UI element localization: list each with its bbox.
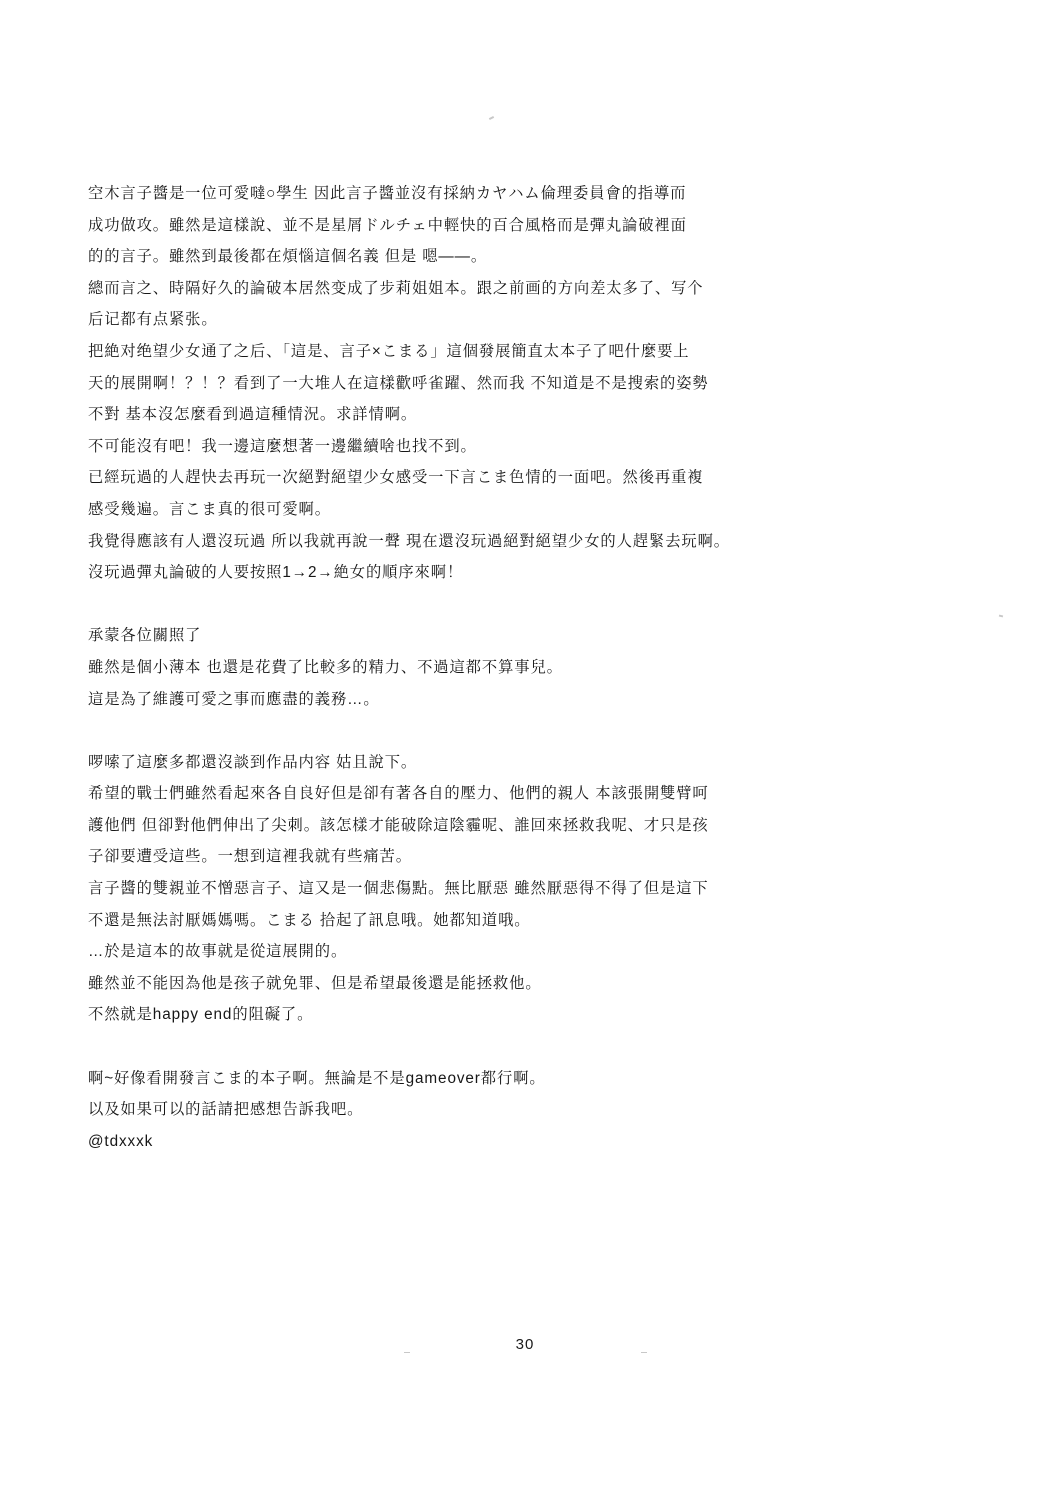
text-line-blank — [88, 589, 848, 621]
text-line: 總而言之、時隔好久的論破本居然变成了步莉姐姐本。跟之前画的方向差太多了、写个 — [88, 279, 704, 297]
text-line: 不可能沒有吧！我一邊這麼想著一邊繼續啥也找不到。 — [88, 437, 477, 455]
text-line: 以及如果可以的話請把感想告訴我吧。 — [88, 1101, 364, 1119]
text-line: 希望的戰士們雖然看起來各自良好但是卻有著各自的壓力、他們的親人 本該張開雙臂呵 — [88, 785, 709, 803]
afterword-text-block — [88, 178, 848, 1157]
scan-speck — [999, 615, 1003, 618]
text-line-handle: @tdxxxk — [88, 1132, 154, 1150]
page-number: 30 — [515, 1336, 535, 1353]
text-line-blank — [88, 715, 848, 747]
text-line: 不對 基本沒怎麼看到過這種情況。求詳情啊。 — [88, 406, 418, 424]
text-line: 這是為了維護可愛之事而應盡的義務…。 — [88, 690, 380, 708]
text-line: 已經玩過的人趕快去再玩一次絕對絕望少女感受一下言こま色情的一面吧。然後再重複 — [88, 469, 704, 487]
text-line-blank — [88, 1031, 848, 1063]
text-line: 感受幾遍。言こま真的很可愛啊。 — [88, 500, 331, 518]
text-line: 我覺得應該有人還沒玩過 所以我就再說一聲 現在還沒玩過絕對絕望少女的人趕緊去玩啊。 — [88, 532, 730, 550]
text-line: 天的展開啊！？！？看到了一大堆人在這樣歡呼雀躍、然而我 不知道是不是搜索的姿勢 — [88, 374, 709, 392]
text-line: 雖然並不能因為他是孩子就免罪、但是希望最後還是能拯救他。 — [88, 974, 542, 992]
text-line: 啊~好像看開發言こま的本子啊。無論是不是gameover都行啊。 — [88, 1069, 546, 1087]
text-line: 不還是無法討厭媽媽嗎。こまる 拾起了訊息哦。她都知道哦。 — [88, 911, 531, 929]
text-line: 言子醬的雙親並不憎惡言子、這又是一個悲傷點。無比厭惡 雖然厭惡得不得了但是這下 — [88, 880, 709, 898]
scan-speck — [489, 116, 494, 120]
text-line: 空木言子醬是一位可愛噠○學生 因此言子醬並沒有採納カヤハム倫理委員會的指導而 — [88, 185, 687, 202]
text-line: 啰嗦了這麼多都還沒談到作品内容 姑且說下。 — [88, 753, 418, 771]
text-line: 護他們 但卻對他們伸出了尖刺。該怎樣才能破除這陰霾呢、誰回來拯救我呢、才只是孩 — [88, 816, 709, 834]
text-line: 雖然是個小薄本 也還是花費了比較多的精力、不過這都不算事兒。 — [88, 658, 563, 676]
text-line: 成功做攻。雖然是這樣說、並不是星屑ドルチェ中輕快的百合風格而是彈丸論破裡面 — [88, 216, 687, 234]
text-line: 把絶对绝望少女通了之后、「這是、言子×こまる」這個發展簡直太本子了吧什麼要上 — [88, 342, 690, 360]
text-line: 子卻要遭受這些。一想到這裡我就有些痛苦。 — [88, 848, 412, 866]
text-line: 不然就是happy end的阻礙了。 — [88, 1006, 314, 1024]
text-line: 后记都有点紧张。 — [88, 311, 218, 329]
text-line: 的的言子。雖然到最後都在煩惱這個名義 但是 嗯――。 — [88, 248, 488, 266]
text-line: 承蒙各位關照了 — [88, 627, 202, 645]
text-line: …於是這本的故事就是從這展開的。 — [88, 943, 348, 961]
text-line: 沒玩過彈丸論破的人要按照1→2→絶女的順序來啊！ — [88, 564, 464, 582]
